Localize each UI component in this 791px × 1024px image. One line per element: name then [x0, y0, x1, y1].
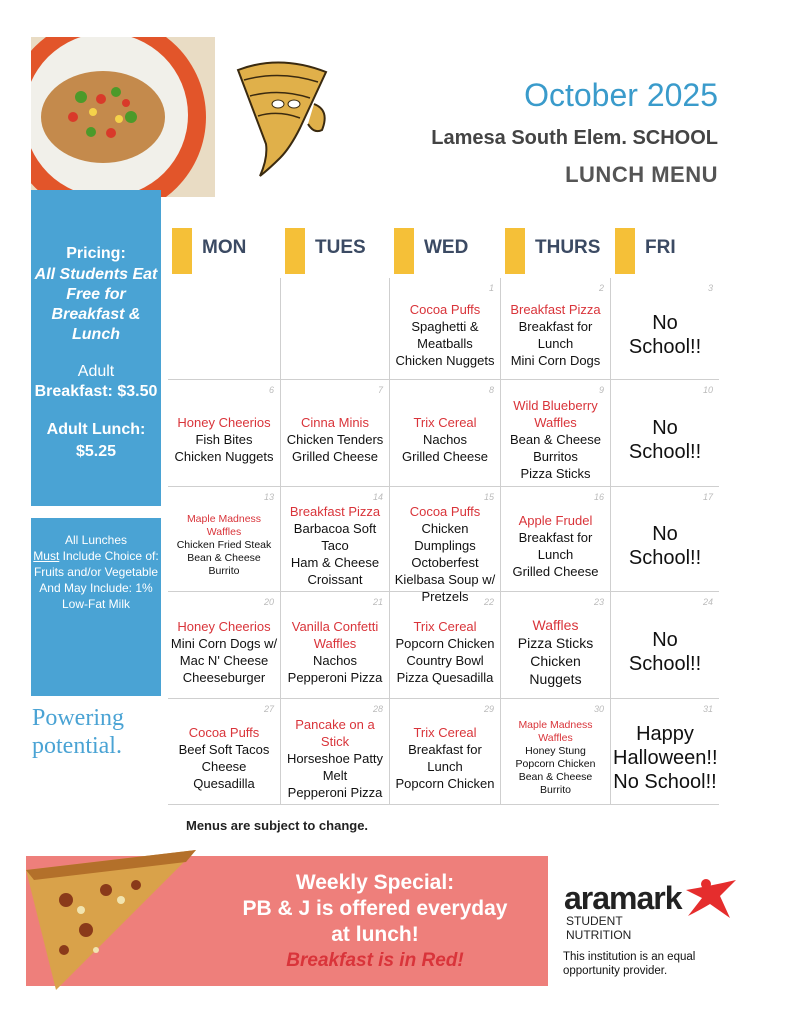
breakfast-item: Waffles	[538, 732, 573, 744]
menu-items	[392, 414, 498, 465]
lunch-item: Nuggets	[529, 671, 582, 687]
day-number: 23	[593, 597, 604, 607]
menu-items	[392, 503, 498, 605]
lunch-item: Nachos	[312, 653, 358, 668]
breakfast-item: Waffles	[534, 415, 577, 430]
breakfast-item: Honey Cheerios	[177, 619, 271, 634]
menu-items	[283, 618, 387, 686]
lunch-item: Kielbasa Soup w/	[394, 572, 496, 587]
day-header-wed	[394, 228, 505, 274]
lunch-item: Popcorn Chicken	[395, 636, 495, 651]
breakfast-item: Apple Frudel	[518, 513, 593, 528]
lunch-item: Chicken Nuggets	[174, 449, 274, 464]
lunch-item: Breakfast for	[518, 319, 593, 334]
lunch-item: Chicken Fried Steak	[176, 539, 272, 551]
lunch-item: Happy	[636, 723, 694, 745]
day-number: 24	[702, 597, 713, 607]
menu-items	[170, 724, 278, 792]
menu-items	[283, 503, 387, 588]
menu-items	[613, 722, 717, 794]
lunch-item: No	[652, 629, 678, 651]
calendar-day-cell	[281, 592, 390, 699]
breakfast-item: Maple Madness	[186, 513, 262, 525]
day-number: 31	[702, 704, 713, 714]
day-number: 27	[263, 704, 274, 714]
equal-opportunity-statement: This institution is an equal opportunity provider.	[563, 951, 696, 977]
breakfast-item: Waffles	[532, 617, 579, 633]
lunch-item: Meatballs	[417, 336, 473, 351]
lunch-item: No	[652, 523, 678, 545]
lunch-item: Grilled Cheese	[512, 564, 599, 579]
breakfast-item: Waffles	[313, 636, 357, 651]
calendar-day-cell	[611, 487, 719, 592]
calendar-day-cell	[501, 380, 611, 487]
lunch-item: Pizza Quesadilla	[396, 670, 494, 685]
lunch-item: Popcorn Chicken	[395, 776, 495, 791]
lunch-item: Quesadilla	[193, 776, 255, 791]
menu-items	[503, 301, 608, 369]
day-number: 14	[372, 492, 383, 502]
menu-items	[283, 716, 387, 801]
calendar-day-cell	[501, 699, 611, 805]
menu-items	[613, 311, 717, 359]
lunch-item: Horseshoe Patty	[286, 751, 384, 766]
adult-breakfast-price: Breakfast: $3.50	[34, 383, 158, 400]
lunch-item: Bean & Cheese	[187, 552, 261, 564]
lunch-item: School!!	[628, 547, 702, 569]
calendar-day-cell	[168, 278, 281, 380]
lunch-item: Pizza Sticks	[517, 635, 594, 651]
day-number: 15	[483, 492, 494, 502]
calendar-day-cell	[168, 699, 281, 805]
aramark-sub-2: NUTRITION	[566, 928, 632, 942]
day-header-bar	[285, 228, 305, 274]
day-number: 8	[488, 385, 494, 395]
day-header-label: FRI	[645, 237, 676, 258]
menu-items	[170, 414, 278, 465]
day-number: 17	[702, 492, 713, 502]
day-header-tues	[285, 228, 394, 274]
day-number: 21	[372, 597, 383, 607]
school-name: Lamesa South Elem. SCHOOL	[431, 127, 718, 149]
day-number: 7	[377, 385, 383, 395]
pizza-slice-image	[26, 850, 201, 990]
lunch-item: Lunch	[537, 547, 574, 562]
lunch-rules-panel	[31, 518, 161, 696]
calendar-day-cell	[611, 699, 719, 805]
breakfast-item: Cocoa Puffs	[409, 504, 481, 519]
menu-items	[613, 416, 717, 464]
breakfast-item: Breakfast Pizza	[289, 504, 381, 519]
calendar-day-cell	[611, 592, 719, 699]
menu-title: LUNCH MENU	[565, 162, 718, 187]
menu-items	[170, 513, 278, 578]
adult-label: Adult	[77, 363, 115, 380]
day-number: 3	[707, 283, 713, 293]
lunch-item: Spaghetti &	[411, 319, 479, 334]
lunch-item: Mac N' Cheese	[179, 653, 269, 668]
tornado-mascot-icon	[230, 58, 335, 188]
calendar-day-cell	[390, 699, 501, 805]
food-photo	[31, 37, 215, 197]
menu-items	[392, 301, 498, 369]
lunch-item: Ham & Cheese	[290, 555, 380, 570]
day-header-bar	[505, 228, 525, 274]
breakfast-item: Stick	[320, 734, 350, 749]
lunch-item: Bean & Cheese	[518, 771, 593, 783]
calendar-day-cell	[281, 278, 390, 380]
lunch-item: Cheese	[201, 759, 247, 774]
weekly-special-text	[225, 870, 525, 974]
breakfast-item: Cocoa Puffs	[409, 302, 481, 317]
day-number: 20	[263, 597, 274, 607]
day-number: 6	[268, 385, 274, 395]
menu-items	[392, 724, 498, 792]
lunch-item: Pretzels	[421, 589, 469, 604]
lunch-item: Bean & Cheese	[509, 432, 602, 447]
lunch-item: Burrito	[208, 565, 240, 577]
lunch-item: Mini Corn Dogs	[510, 353, 601, 368]
calendar-day-cell	[390, 380, 501, 487]
day-number: 28	[372, 704, 383, 714]
lunch-item: Grilled Cheese	[402, 449, 488, 464]
breakfast-item: Wild Blueberry	[513, 398, 598, 413]
breakfast-item: Cocoa Puffs	[188, 725, 260, 740]
lunch-item: No	[652, 312, 678, 334]
aramark-sub-1: STUDENT	[566, 914, 623, 928]
lunch-item: Fish Bites	[195, 432, 253, 447]
free-meals-note: All Students Eat Free for Breakfast & Lunch	[34, 266, 158, 343]
lunch-item: No	[652, 417, 678, 439]
day-header-label: WED	[424, 237, 469, 258]
calendar-day-cell	[281, 699, 390, 805]
breakfast-item: Trix Cereal	[413, 725, 477, 740]
breakfast-item: Waffles	[206, 526, 242, 538]
day-number: 10	[702, 385, 713, 395]
day-number: 16	[593, 492, 604, 502]
lunch-item: Burrito	[540, 784, 571, 796]
lunch-item: Honey Stung	[525, 745, 586, 757]
menu-items	[503, 616, 608, 688]
menu-items	[283, 414, 387, 465]
breakfast-item: Honey Cheerios	[177, 415, 271, 430]
lunch-item: Taco	[321, 538, 349, 553]
day-header-label: THURS	[535, 237, 601, 258]
rules-lead: All Lunches	[64, 533, 128, 547]
lunch-item: School!!	[628, 653, 702, 675]
lunch-item: Grilled Cheese	[292, 449, 378, 464]
aramark-subtitle	[566, 914, 631, 942]
menu-items	[613, 522, 717, 570]
lunch-item: Chicken Tenders	[286, 432, 384, 447]
day-number: 1	[488, 283, 494, 293]
day-header-thurs	[505, 228, 615, 274]
breakfast-in-red-note: Breakfast is in Red!	[286, 950, 464, 971]
lunch-item: Country Bowl	[406, 653, 484, 668]
day-number: 2	[598, 283, 604, 293]
breakfast-item: Breakfast Pizza	[510, 302, 601, 317]
day-header-bar	[172, 228, 192, 274]
lunch-item: School!!	[628, 441, 702, 463]
day-header-fri	[615, 228, 723, 274]
calendar-day-cell	[390, 278, 501, 380]
lunch-item: School!!	[628, 336, 702, 358]
breakfast-item: Maple Madness	[518, 719, 593, 731]
adult-lunch-price: Adult Lunch: $5.25	[46, 421, 146, 460]
aramark-logo: aramark	[564, 880, 682, 916]
lunch-item: No School!!	[613, 771, 717, 793]
lunch-item: Chicken	[530, 653, 581, 669]
day-header-bar	[615, 228, 635, 274]
day-header-bar	[394, 228, 414, 274]
lunch-item: Burritos	[533, 449, 578, 464]
day-number: 29	[483, 704, 494, 714]
lunch-item: Pizza Sticks	[520, 466, 591, 481]
lunch-item: Melt	[322, 768, 348, 783]
lunch-item: Nachos	[422, 432, 468, 447]
menu-items	[170, 618, 278, 686]
lunch-item: Octoberfest	[411, 555, 479, 570]
rules-must: Must	[33, 549, 60, 563]
calendar-day-cell	[611, 278, 719, 380]
aramark-star-icon	[680, 876, 740, 920]
lunch-item: Beef Soft Tacos	[178, 742, 270, 757]
calendar-day-cell	[390, 592, 501, 699]
lunch-item: Popcorn Chicken	[515, 758, 596, 770]
lunch-item: Breakfast for	[408, 742, 482, 757]
month-title: October 2025	[524, 77, 718, 113]
menu-disclaimer: Menus are subject to change.	[186, 818, 369, 833]
lunch-item: Pepperoni Pizza	[287, 670, 383, 685]
menu-items	[503, 719, 608, 797]
special-line-3: at lunch!	[331, 923, 419, 946]
day-header-label: TUES	[315, 237, 366, 258]
breakfast-item: Vanilla Confetti	[291, 619, 379, 634]
calendar-day-cell	[281, 380, 390, 487]
lunch-item: Lunch	[537, 336, 574, 351]
breakfast-item: Pancake on a	[295, 717, 375, 732]
day-number: 22	[483, 597, 494, 607]
special-line-1: Weekly Special:	[295, 871, 455, 894]
day-number: 9	[598, 385, 604, 395]
lunch-item: Chicken Nuggets	[395, 353, 495, 368]
day-number: 30	[593, 704, 604, 714]
lunch-item: Halloween!!	[613, 747, 718, 769]
calendar-day-cell	[168, 380, 281, 487]
calendar-day-cell	[501, 278, 611, 380]
calendar-day-cell	[501, 487, 611, 592]
breakfast-item: Trix Cereal	[413, 415, 477, 430]
day-header-label: MON	[202, 237, 247, 258]
lunch-item: Cheeseburger	[182, 670, 266, 685]
lunch-item: Chicken Dumplings	[414, 521, 476, 553]
day-number: 13	[263, 492, 274, 502]
calendar-day-cell	[501, 592, 611, 699]
pricing-panel	[31, 190, 161, 506]
menu-items	[392, 618, 498, 686]
calendar-day-cell	[168, 487, 281, 592]
calendar-day-cell	[281, 487, 390, 592]
menu-items	[613, 628, 717, 676]
day-header-mon	[172, 228, 285, 274]
calendar-day-cell	[611, 380, 719, 487]
lunch-item: Pepperoni Pizza	[287, 785, 383, 800]
lunch-item: Barbacoa Soft	[293, 521, 377, 536]
breakfast-item: Cinna Minis	[301, 415, 369, 430]
lunch-item: Lunch	[427, 759, 463, 774]
breakfast-item: Trix Cereal	[413, 619, 477, 634]
menu-items	[503, 397, 608, 482]
lunch-item: Mini Corn Dogs w/	[170, 636, 278, 651]
menu-items	[503, 512, 608, 580]
rules-rest: Include Choice of: Fruits and/or Vegetable And May Include: 1% Low-Fat Milk	[33, 549, 159, 611]
lunch-item: Croissant	[307, 572, 363, 587]
special-line-2: PB & J is offered everyday	[242, 897, 508, 920]
calendar-day-cell	[168, 592, 281, 699]
powering-potential-tagline: Powering potential.	[32, 705, 124, 759]
lunch-item: Breakfast for	[518, 530, 593, 545]
pricing-label: Pricing:	[66, 245, 126, 262]
